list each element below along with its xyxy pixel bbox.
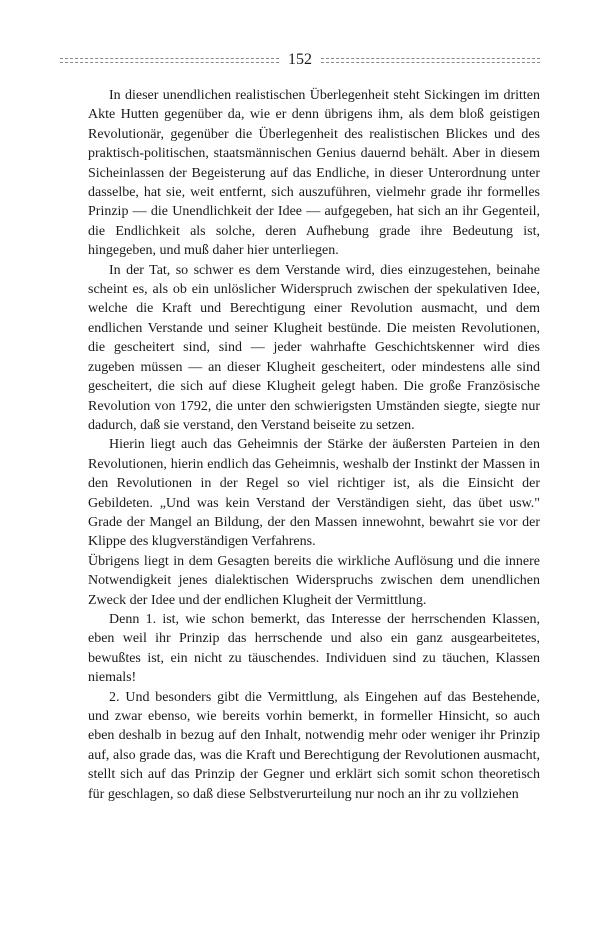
- paragraph: Denn 1. ist, wie schon bemerkt, das Interesse der herrschenden Klassen, eben weil ihr Prinzip das herrschende und also ein ganz ausgearbeitetes, bewußtes ist, ein nicht zu täuschendes. Individuen sind zu täuchen, Klassen niemals!: [88, 611, 540, 686]
- page-header: [60, 50, 540, 70]
- paragraph: Hierin liegt auch das Geheimnis der Stärke der äußersten Parteien in den Revolutionen, hierin endlich das Geheimnis, weshalb der Instinkt der Massen in den Revolutionen in der Regel so viel richtiger ist, als die Einsicht der Gebildeten. „Und was kein Verstand der Verständigen sieht, das übet usw." Grade der Mangel an Bildung, der den Massen innewohnt, bewahrt sie vor der Klippe des klugverständigen Verfahrens.: [88, 437, 540, 550]
- header-rule-left: [60, 58, 279, 63]
- paragraph: In dieser unendlichen realistischen Überlegenheit steht Sickingen im dritten Akte Hutten gegenüber da, wie er denn übrigens ihm, als dem bloß geistigen Revolutionär, gegenüber die Überlegenheit des realistischen Blickes und des praktisch-politischen, staatsmännischen Genius dauernd behält. Aber in diesem Sicheinlassen der Begeisterung auf das Endliche, in dieser Unterordnung unter dasselbe, hat sie, weit entfernt, sich auszuführen, vielmehr grade ihr formelles Prinzip — die Unendlichkeit der Idee — aufgegeben, hat sich an ihr Gegenteil, die Endlichkeit als solche, deren Aufhebung grade ihre Bedeutung ist, hingegeben, und muß daher hier unterliegen.: [88, 88, 540, 259]
- paragraph: 2. Und besonders gibt die Vermittlung, als Eingehen auf das Bestehende, und zwar ebenso, wie bereits vorhin bemerkt, in formeller Hinsicht, so auch eben deshalb in bezug auf den Inhalt, notwendig mehr oder weniger ihr Prinzip auf, also grade das, was die Kraft und Berechtigung der Revolutionen ausmacht, stellt sich auf das Prinzip der Gegner und erklärt sich somit schon theoretisch für geschlagen, so daß diese Selbstverurteilung nur noch an ihr zu vollziehen: [88, 689, 540, 802]
- page-number: 152: [288, 51, 312, 68]
- paragraph: In der Tat, so schwer es dem Verstande wird, dies einzugestehen, beinahe scheint es, als ob ein unlöslicher Widerspruch zwischen der spekulativen Idee, welche die Kraft und Berechtigung einer Revolution ausmacht, und dem endlichen Verstande und seiner Klugheit bestünde. Die meisten Revolutionen, die gescheitert sind, sind — jeder wahrhafte Geschichtskenner wird dies zugeben müssen — an dieser Klugheit gescheitert, oder mindestens alle sind gescheitert, die sich auf diese Klugheit gelegt haben. Die große Französische Revolution von 1792, die unter den schwierigsten Umständen siegte, siegte nur dadurch, daß sie verstand, den Verstand beiseite zu setzen.: [88, 262, 540, 433]
- header-rule-right: [321, 58, 540, 63]
- paragraph: Übrigens liegt in dem Gesagten bereits die wirkliche Auflösung und die innere Notwendigkeit jenes dialektischen Widerspruchs zwischen dem unendlichen Zweck der Idee und der endlichen Klugheit der Vermittlung.: [88, 553, 540, 608]
- body-text: [88, 86, 540, 804]
